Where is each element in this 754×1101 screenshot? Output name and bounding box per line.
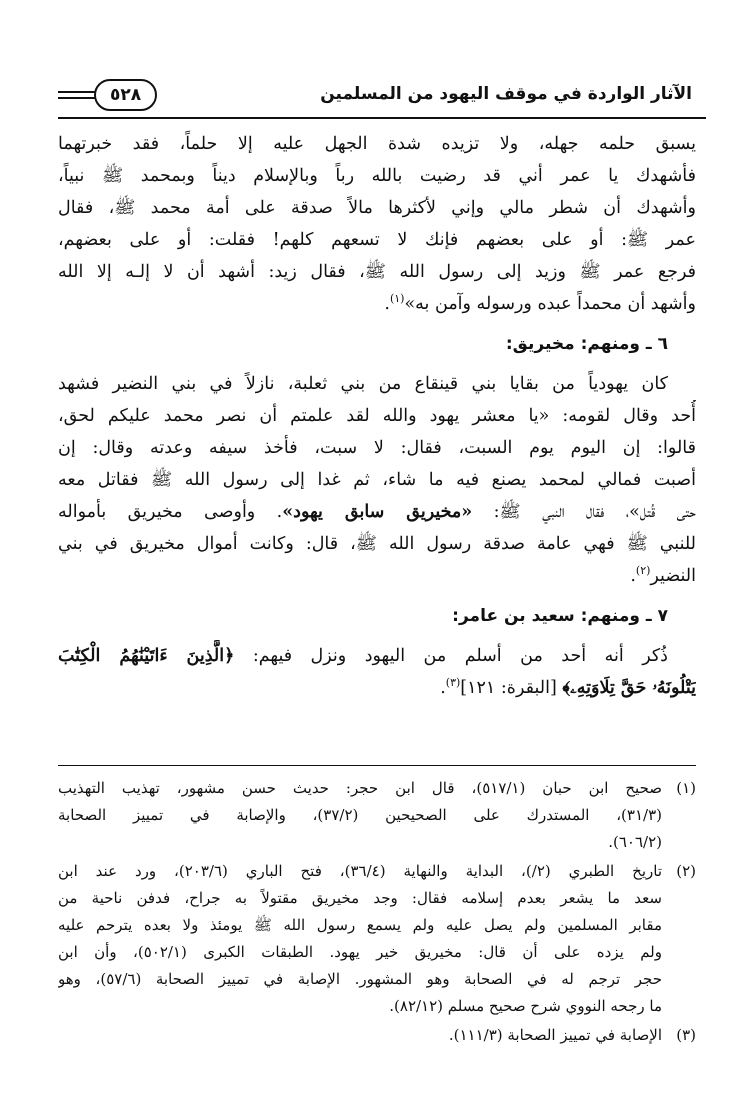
footnote-line: سعد ما يشعر بعدم إسلامه فقال: وجد مخيريق مقتولاً به جراح، فدفن ناحية من bbox=[58, 889, 662, 907]
footnote-rule bbox=[58, 765, 696, 766]
footnote-line: (٣١/٣)، المستدرك على الصحيحين (٣٧/٢)، والإصابة في تمييز الصحابة bbox=[58, 806, 662, 824]
verse-reference: [البقرة: ١٢١] bbox=[460, 678, 557, 698]
text-segment: حتى قُتل»، فقال النبي ﷺ: bbox=[493, 502, 696, 522]
footnote-line: تاريخ الطبري (٢/)، البداية والنهاية (٣٦/٤)، فتح الباري (٢٠٣/٦)، ورد عند ابن bbox=[58, 862, 662, 880]
footnote-item bbox=[58, 775, 696, 856]
footnote-line: صحيح ابن حبان (٥١٧/١)، قال ابن حجر: حديث حسن مشهور، تهذيب التهذيب bbox=[58, 779, 662, 797]
text-line: فرجع عمر ﷺ وزيد إلى رسول الله ﷺ، فقال زيد: أشهد أن لا إلـه إلا الله bbox=[58, 262, 696, 282]
section-heading-mukhayriq: ٦ ـ ومنهم: مخيريق: bbox=[505, 334, 668, 354]
paragraph-saeed bbox=[58, 640, 696, 704]
text-line: أصبت فمالي لمحمد يصنع فيه ما شاء، ثم غدا إلى رسول الله ﷺ فقاتل معه bbox=[58, 470, 696, 490]
footnote-line: ولم يزده على أن قال: مخيريق خير يهود. الطبقات الكبرى (٥٠٢/١)، وأن ابن bbox=[58, 943, 662, 961]
text-segment: . وأوصى مخيريق بأمواله bbox=[58, 502, 283, 522]
footnote-line: مقابر المسلمين ولم يصل عليه ولم يسمع رسول الله ﷺ يومئذ ولا بعده يترحم عليه bbox=[58, 916, 662, 934]
text-line bbox=[58, 640, 696, 672]
text-line: وأشهدك أن شطر مالي وإني لأكثرها مالاً صدقة على أمة محمد ﷺ، فقال bbox=[58, 198, 696, 218]
footnotes bbox=[58, 775, 696, 1049]
quran-verse: ﴿الَّذِينَ ءَاتَيْنَٰهُمُ الْكِتَٰبَ bbox=[58, 646, 235, 666]
text-segment: ذُكر أنه أحد من أسلم من اليهود ونزل فيهم: bbox=[252, 646, 668, 666]
footnote-item bbox=[58, 1022, 696, 1049]
footnote-ref: (١) bbox=[389, 292, 405, 306]
section-heading-saeed: ٧ ـ ومنهم: سعيد بن عامر: bbox=[452, 606, 668, 626]
main-text bbox=[58, 128, 696, 704]
footnote-line: حجر ترجم له في الصحابة وهو المشهور. الإصابة في تمييز الصحابة (٥٧/٦)، وهو bbox=[58, 970, 662, 988]
header-ornament-line bbox=[58, 97, 96, 99]
text-segment: وأشهد أن محمداً عبده ورسوله وآمن به» bbox=[404, 294, 696, 314]
text-line: النضير$^{(٢)}$. bbox=[630, 564, 696, 586]
footnote-line: (٦٠٦/٢). bbox=[608, 833, 662, 851]
text-line: كان يهودياً من بقايا بني قينقاع من بني ثعلبة، نازلاً في بني النضير فشهد bbox=[58, 374, 668, 394]
text-line: عمر ﷺ: أو على بعضهم فإنك لا تسعهم كلهم! فقلت: أو على بعضهم، bbox=[58, 230, 696, 250]
footnote-item bbox=[58, 858, 696, 1020]
page-number: ٥٢٨ bbox=[94, 79, 157, 111]
running-title: الآثار الواردة في موقف اليهود من المسلمين bbox=[320, 84, 692, 104]
header-ornament-line bbox=[58, 91, 96, 93]
text-line: للنبي ﷺ فهي عامة صدقة رسول الله ﷺ، قال: وكانت أموال مخيريق في بني bbox=[58, 534, 696, 554]
page-header bbox=[58, 78, 706, 118]
text-line: أُحد وقال لقومه: «يا معشر يهود والله لقد علمتم أن نصر محمد عليكم لحق، bbox=[58, 406, 696, 426]
paragraph-zaid bbox=[58, 128, 696, 320]
footnote-line: الإصابة في تمييز الصحابة (١١١/٣). bbox=[448, 1026, 662, 1044]
text-line: فأشهدك يا عمر أني قد رضيت بالله رباً وبالإسلام ديناً وبمحمد ﷺ نبياً، bbox=[58, 166, 696, 186]
footnote-number: (٣) bbox=[676, 1026, 696, 1044]
text-line: وأشهد أن محمداً عبده ورسوله وآمن به»$^{(١)}$. bbox=[384, 292, 696, 314]
footnote-ref: (٢) bbox=[635, 564, 651, 578]
paragraph-mukhayriq bbox=[58, 368, 696, 592]
text-line: يسبق حلمه جهله، ولا تزيده شدة الجهل عليه إلا حلماً، فقد خبرتهما bbox=[58, 134, 696, 154]
footnote-line: ما رجحه النووي شرح صحيح مسلم (٨٢/١٢). bbox=[389, 997, 662, 1015]
quran-verse: يَتْلُونَهُۥ حَقَّ تِلَاوَتِهِۦ﴾ bbox=[562, 678, 696, 698]
footnote-ref: (٣) bbox=[445, 676, 461, 690]
hadith-quote: «مخيريق سابق يهود» bbox=[282, 502, 473, 522]
text-line bbox=[58, 496, 696, 528]
text-line: يَتْلُونَهُۥ حَقَّ تِلَاوَتِهِۦ﴾ [البقرة: ١٢١]$^{(٣)}$. bbox=[440, 676, 696, 698]
text-line: قالوا: إن اليوم يوم السبت، فقال: لا سبت، فأخذ سيفه وعدته وقال: إن bbox=[58, 438, 696, 458]
text-segment: النضير bbox=[650, 566, 696, 586]
header-rule bbox=[58, 117, 706, 119]
footnote-number: (٢) bbox=[676, 862, 696, 880]
footnote-number: (١) bbox=[676, 779, 696, 797]
